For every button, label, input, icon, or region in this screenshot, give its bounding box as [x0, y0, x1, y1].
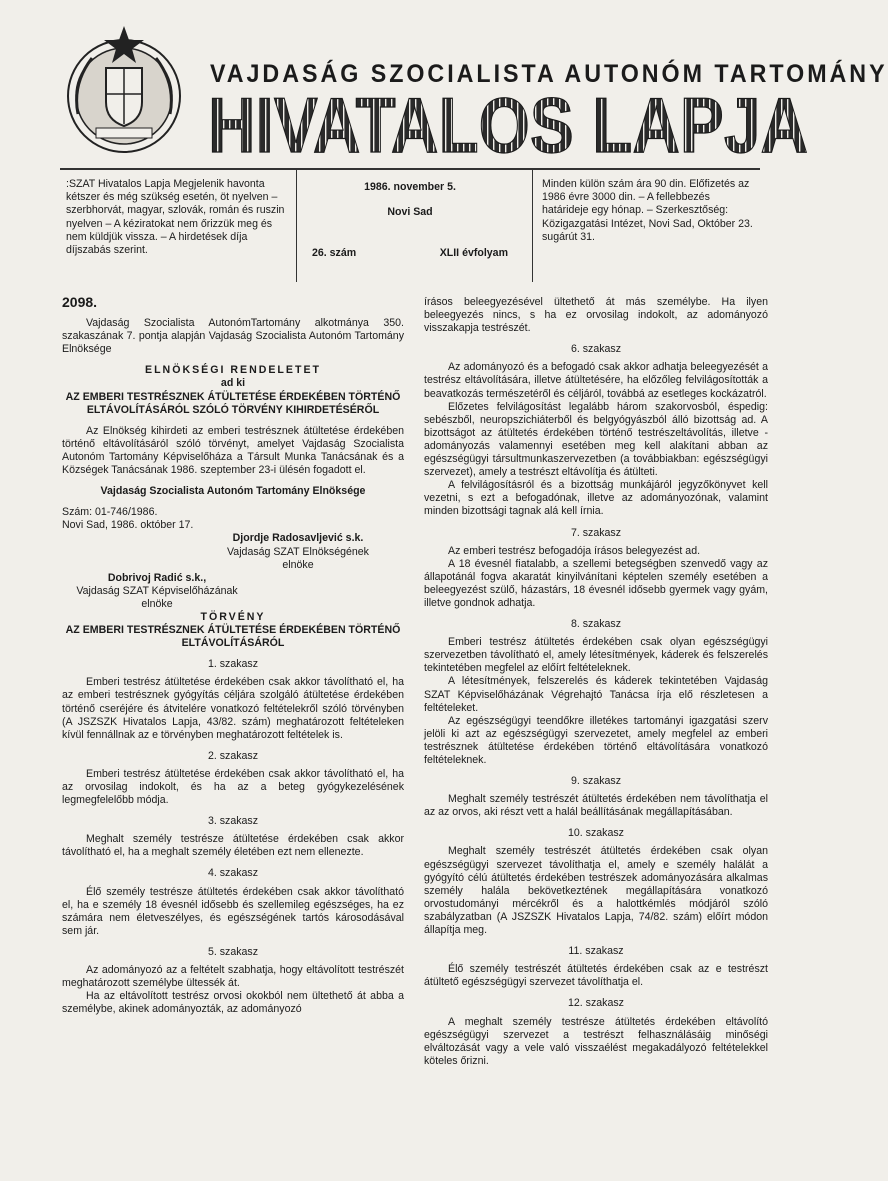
signature-president: [192, 532, 404, 571]
section-text: Előzetes felvilágosítást legalább három szakorvosból, éspedig: sebészből, neuropszichiáterből és belgyógyászból álló bizottság ad. A bizottságot az átültetés érdekében történő testrészeltávolítás, illetve - adományozás valamennyi esetében meg kell alakítani abban az egészségügyi társultmunkaszervezetben (a továbbiakban: egészségügyi szervezet), amely a testrészt eltávolítja és átülteti.: [424, 400, 768, 479]
law-heading: TÖRVÉNY: [200, 610, 266, 623]
issue-number: 26. szám: [312, 247, 357, 260]
section-title: 5. szakasz: [207, 945, 259, 958]
signature-role: Vajdaság SZAT Elnökségének: [227, 545, 369, 558]
masthead-title: [208, 81, 818, 169]
signature-name: Djordje Radosavljević s.k.: [232, 532, 364, 545]
section-text: A létesítmények, felszerelés és káderek tekintetében Vajdaság SZAT Képviselőházának Végrehajtó Tanácsa írja elő részletesen a feltételeket.: [424, 675, 768, 714]
reference-date: Novi Sad, 1986. október 17.: [62, 519, 194, 532]
section-text: Élő személy testrésze átültetés érdekében csak akkor távolítható el, ha e személy 18 évesnél idősebb és szellemileg egészséges, ha ez számára nem életveszélyes, és egészségének tartós károsodásával sem jár.: [62, 885, 404, 937]
publication-info: :SZAT Hivatalos Lapja Megjelenik havonta kétszer és még szükség esetén, öt nyelven – szerbhorvát, magyar, szlovák, román és ruszin nyelven – A kéziratokat nem őrizzük meg és nem küldjük vissza. – A hirdetések díja díjszabás szerint.: [66, 178, 285, 257]
section-text: Emberi testrész átültetése érdekében csak akkor távolítható el, ha az emberi testrésznek gyógyítás céljára szolgáló átültetése érdekében történő cseréjére és átvitelére vonatkozó feltételekről szóló törvényben (A JSZSZK Hivatalos Lapja, 43/82. szám) meghatározott feltételeken kívül fennállnak az e törvényben meghatározott feltételek is.: [62, 676, 404, 741]
reference-number: Szám: 01-746/1986.: [62, 506, 158, 519]
section-title: 3. szakasz: [207, 815, 259, 828]
decree-body: Az Elnökség kihirdeti az emberi testrésznek átültetése érdekében történő eltávolításáról szóló törvényt, amelyet Vajdaság Szocialista Autonóm Tartomány Képviselőháza a Társult Munka Tanácsának és a Községek Tanácsának 1986. szeptember 23-i ülésén fogadott el.: [62, 424, 404, 477]
section-text: Meghalt személy testrészét átültetés érdekében nem távolíthatja el az az orvos, aki részt vett a halál beállításának megállapításában.: [424, 793, 768, 819]
continued-text: írásos beleegyezésével ültethető át más személybe. Ha ilyen beleegyezés nincs, s ha ez orvosilag indokolt, az adományozó visszakapja testrészét.: [424, 296, 768, 335]
section-title: 12. szakasz: [568, 997, 624, 1010]
presidency-line: Vajdaság Szocialista Autonóm Tartomány Elnöksége: [100, 485, 366, 498]
right-column: [424, 296, 768, 1068]
section-text: Emberi testrész átültetése érdekében csak akkor távolítható el, ha az orvosilag indokolt, és ha az a beteg gyógykezelésének legmegfelelőbb módja.: [62, 767, 404, 807]
section-title: 1. szakasz: [207, 658, 259, 671]
section-title: 8. szakasz: [570, 618, 622, 631]
section-text: Az emberi testrész befogadója írásos belegyezést ad.: [448, 544, 701, 557]
section-title: 6. szakasz: [570, 343, 622, 356]
section-text: Élő személy testrészét átültetés érdekében csak az e testrészt átültető egészségügyi szervezet távolíthatja el.: [424, 963, 768, 989]
section-title: 11. szakasz: [568, 945, 624, 958]
issue-volume: XLII évfolyam: [439, 247, 508, 260]
section-text: A 18 évesnél fiatalabb, a szellemi betegségben szenvedő vagy az állapotánál fogva akaratát kinyilvánítani képtelen személy esetében a beleegyezést szülő, házastárs, 18 évesnél idősebb gyermek vagy gyám, illetve gondnok adhatja.: [424, 557, 768, 609]
intro-paragraph: Vajdaság Szocialista AutonómTartomány alkotmánya 350. szakaszának 7. pontja alapján Vajdaság Szocialista Autonóm Tartomány Elnöksége: [62, 317, 404, 356]
state-emblem-icon: [62, 24, 186, 158]
issue-date: 1986. november 5.: [364, 181, 456, 193]
section-title: 9. szakasz: [570, 775, 622, 788]
section-text: A meghalt személy testrésze átültetés érdekében eltávolító egészségügyi szervezet a testrészt felhasználásáig minőségi elváltozását vagy a vele való visszaélést megakadályozó feltételekkel köteles őrizni.: [424, 1015, 768, 1067]
decree-heading: ELNÖKSÉGI RENDELETET: [145, 364, 321, 377]
issue-details: [304, 178, 516, 261]
signature-role-title: elnöke: [282, 558, 314, 571]
masthead-subtitle: VAJDASÁG SZOCIALISTA AUTONÓM TARTOMÁNY: [210, 60, 888, 88]
document-number: 2098.: [62, 294, 98, 310]
signature-assembly: [62, 572, 252, 611]
section-text: Emberi testrész átültetés érdekében csak olyan egészségügyi szervezetben távolítható el, amely létesítmények, káderek és felszerelés tekintetében megfelel az előírt feltételeknek.: [424, 636, 768, 675]
section-title: 7. szakasz: [570, 526, 622, 539]
section-text: A felvilágosításról és a bizottság munkájáról jegyzőkönyvet kell vezetni, s ezt a befogadónak, illetve az adományozónak, valamint minden bizottsági tagnak alá kell írnia.: [424, 479, 768, 518]
signature-role-title: elnöke: [141, 597, 173, 610]
masthead: [60, 20, 888, 170]
section-text: Az adományozó az a feltételt szabhatja, hogy eltávolított testrészét meghatározott személybe ültessék át.: [62, 964, 404, 990]
issue-city: Novi Sad: [387, 206, 433, 219]
section-title: 10. szakasz: [568, 827, 624, 840]
section-text: Meghalt személy testrészét átültetés érdekében csak olyan egészségügyi szervezet távolíthatja el, amely e személy halálát a gyógyító célú átültetés érdekében testrészek adományozására alkalmas személy halála bekövetkeztének megállapítására vonatkozó orvostudományi mércékről és a halottkémlés módjáról szóló szabályzatban (A JSZSZK Hivatalos Lapja, 74/82. szám) előírt módon állapítja meg.: [424, 845, 768, 937]
masthead-title-text: HIVATALOS LAPJA: [208, 81, 808, 169]
issue-info-box: [60, 168, 760, 282]
section-text: Ha az eltávolított testrész orvosi okokból nem ültethető át abba a személybe, akinek adományozták, az adományozó: [62, 990, 404, 1016]
signature-role: Vajdaság SZAT Képviselőházának: [76, 584, 238, 597]
section-text: Az adományozó és a befogadó csak akkor adhatja beleegyezését a testrész eltávolítására, illetve átültetésére, ha előzőleg felvilágosították a beavatkozás természetéről és céljáról, továbbá az esetleges kockázatról.: [424, 361, 768, 400]
left-column: [62, 296, 404, 1016]
section-text: Meghalt személy testrésze átültetése érdekében csak akkor távolítható el, ha a meghalt személy életében ezt nem ellenezte.: [62, 833, 404, 859]
decree-title: AZ EMBERI TESTRÉSZNEK ÁTÜLTETÉSE ÉRDEKÉBEN TÖRTÉNŐ ELTÁVOLÍTÁSÁRÓL SZÓLÓ TÖRVÉNY KIHIRDETÉSÉRŐL: [65, 390, 401, 416]
signature-name: Dobrivoj Radić s.k.,: [107, 571, 207, 584]
section-title: 4. szakasz: [207, 867, 259, 880]
decree-subheading: ad ki: [220, 377, 246, 390]
section-title: 2. szakasz: [207, 749, 259, 762]
subscription-info: Minden külön szám ára 90 din. Előfizetés az 1986 évre 3000 din. – A fellebbezés határideje egy hónap. – Szerkesztőség: Közigazgatási Intézet, Novi Sad, Október 23. sugárút 31.: [542, 178, 753, 243]
section-text: Az egészségügyi teendőkre illetékes tartományi igazgatási szerv jelöli ki azt az egészségügyi szervezetet, amely megfelel az emberi testrésznek átültetése érdekében történő eltávolítására vonatkozó feltételeknek.: [424, 714, 768, 766]
law-title: AZ EMBERI TESTRÉSZNEK ÁTÜLTETÉSE ÉRDEKÉBEN TÖRTÉNŐ ELTÁVOLÍTÁSÁRÓL: [65, 624, 401, 650]
